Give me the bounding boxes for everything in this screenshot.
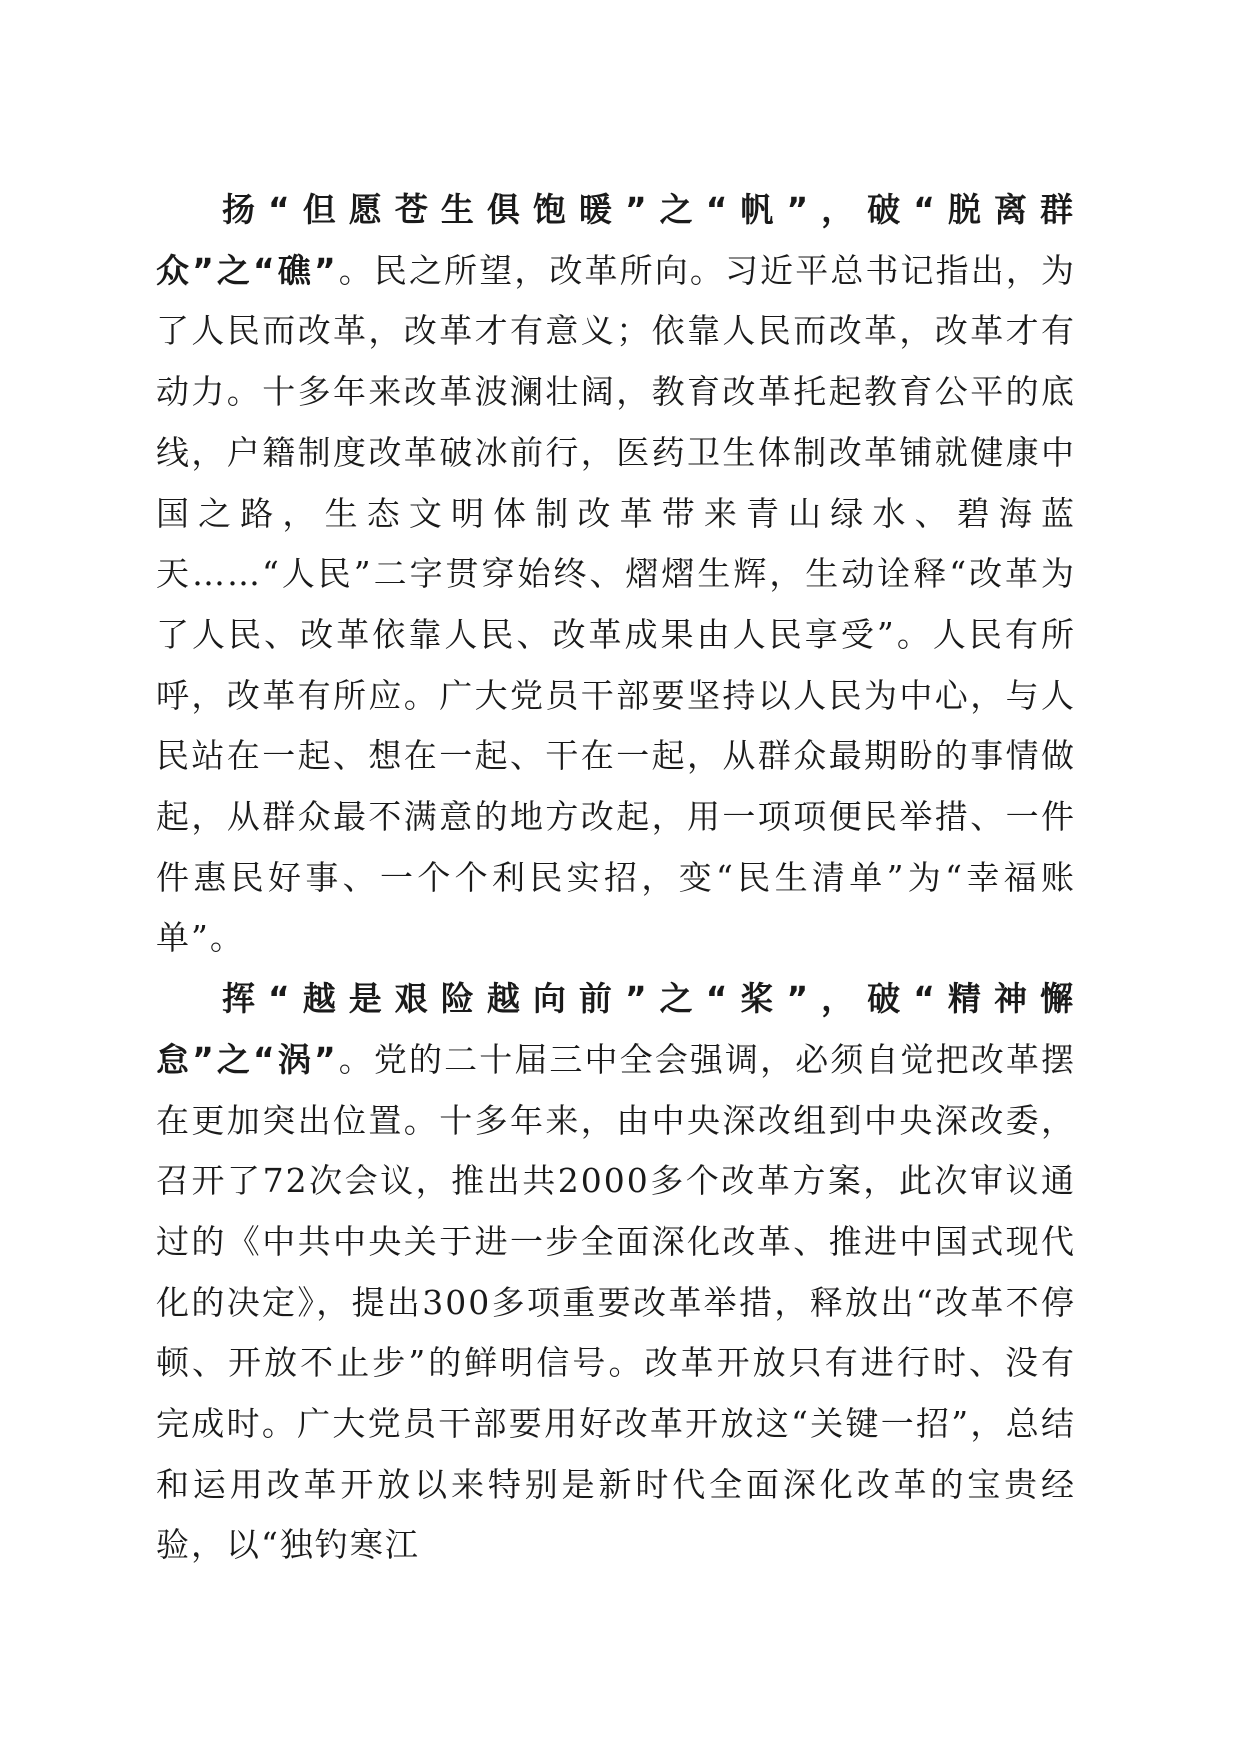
paragraph-1-heading: 扬“但愿苍生俱饱暖”之“帆”，破“脱离群众”之“礁” [156, 190, 1076, 290]
paragraph-1-text: 。民之所望，改革所向。习近平总书记指出，为了人民而改革，改革才有意义；依靠人民而改革，改革才有动力。十多年来改革波澜壮阔，教育改革托起教育公平的底线，户籍制度改革破冰前行，医药卫生体制改革铺就健康中国之路，生态文明体制改革带来青山绿水、碧海蓝天……“人民”二字贯穿始终、熠熠生辉，生动诠释“改革为了人民、改革依靠人民、改革成果由人民享受”。人民有所呼，改革有所应。广大党员干部要坚持以人民为中心，与人民站在一起、想在一起、干在一起，从群众最期盼的事情做起，从群众最不满意的地方改起，用一项项便民举措、一件件惠民好事、一个个利民实招，变“民生清单”为“幸福账单”。 [156, 250, 1077, 958]
paragraph-1 [156, 180, 1076, 969]
paragraph-2 [156, 969, 1076, 1576]
paragraph-2-text: 。党的二十届三中全会强调，必须自觉把改革摆在更加突出位置。十多年来，由中央深改组到中央深改委，召开了72次会议，推出共2000多个改革方案，此次审议通过的《中共中央关于进一步全面深化改革、推进中国式现代化的决定》，提出300多项重要改革举措，释放出“改革不停顿、开放不止步”的鲜明信号。改革开放只有进行时、没有完成时。广大党员干部要用好改革开放这“关键一招”，总结和运用改革开放以来特别是新时代全面深化改革的宝贵经验，以“独钓寒江 [156, 1039, 1077, 1565]
paragraph-2-heading: 挥“越是艰险越向前”之“桨”，破“精神懈怠”之“涡” [156, 979, 1076, 1079]
article-body [156, 180, 1076, 1576]
